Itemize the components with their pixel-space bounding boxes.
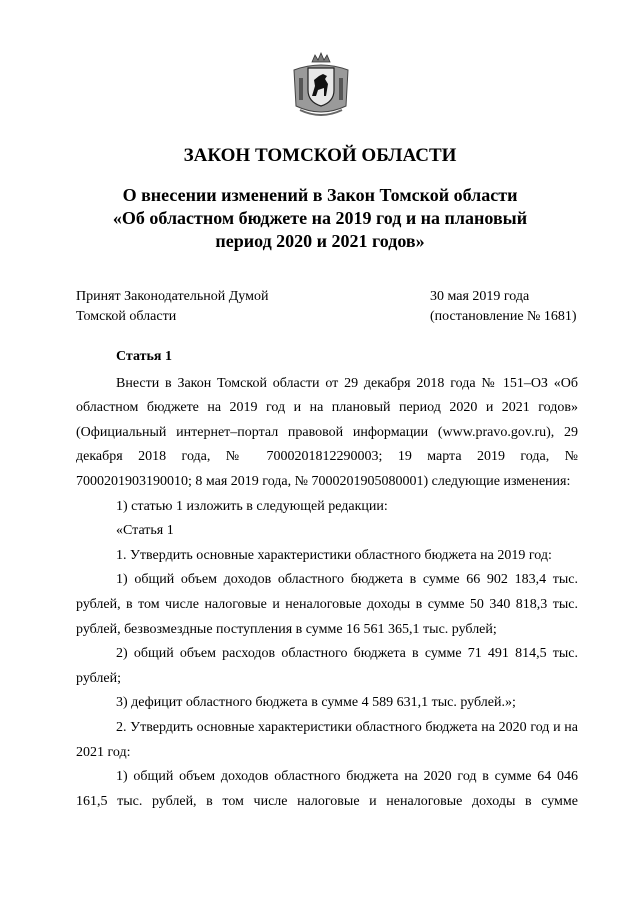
adoption-date: 30 мая 2019 года: [430, 289, 530, 304]
subtitle-line: «Об областном бюджете на 2019 год и на плановый: [112, 208, 528, 228]
paragraph: 2. Утвердить основные характеристики областного бюджета на 2020 год и на 2021 год:: [76, 719, 578, 760]
paragraph: 1. Утвердить основные характеристики областного бюджета на 2019 год:: [116, 547, 552, 563]
subtitle-line: период 2020 и 2021 годов»: [215, 231, 425, 251]
adopted-by-region: Томской области: [76, 309, 177, 324]
adopted-by: Принят Законодательной Думой: [76, 289, 269, 304]
document-title: ЗАКОН ТОМСКОЙ ОБЛАСТИ: [183, 145, 457, 166]
coat-of-arms-icon: [290, 52, 352, 120]
article-heading: Статья 1: [116, 349, 172, 364]
subtitle-line: О внесении изменений в Закон Томской области: [122, 185, 518, 205]
paragraph: «Статья 1: [116, 523, 174, 539]
document-body: [76, 345, 578, 814]
resolution-number: (постановление № 1681): [430, 309, 577, 324]
paragraph: 2) общий объем расходов областного бюджета в сумме 71 491 814,5 тыс. рублей;: [76, 646, 578, 686]
document-subtitle: [0, 184, 640, 253]
paragraph: 3) дефицит областного бюджета в сумме 4 589 631,1 тыс. рублей.»;: [116, 695, 516, 711]
paragraph: Внести в Закон Томской области от 29 декабря 2018 года № 151–ОЗ «Об областном бюджете на 2019 год и на плановый период 2020 и 2021 годов» (Официальный интернет–портал правовой информации (www.pravo.gov.ru), 29 декабря 2018 года, № 7000201812290003; 19 марта 2019 года, № 7000201903190010; 8 мая 2019 года, № 7000201905080001) следующие изменения:: [76, 375, 578, 489]
adoption-info: [76, 287, 268, 327]
adoption-date-info: [430, 287, 577, 327]
paragraph: 1) общий объем доходов областного бюджета в сумме 66 902 183,4 тыс. рублей, в том числе налоговые и неналоговые доходы в сумме 50 340 818,3 тыс. рублей, безвозмездные поступления в сумме 16 561 365,1 тыс. рублей;: [76, 572, 578, 637]
paragraph: 1) статью 1 изложить в следующей редакции:: [116, 498, 388, 514]
paragraph: 1) общий объем доходов областного бюджета на 2020 год в сумме 64 046 161,5 тыс. рублей, в том числе налоговые и неналоговые доходы в сумме: [76, 769, 578, 809]
